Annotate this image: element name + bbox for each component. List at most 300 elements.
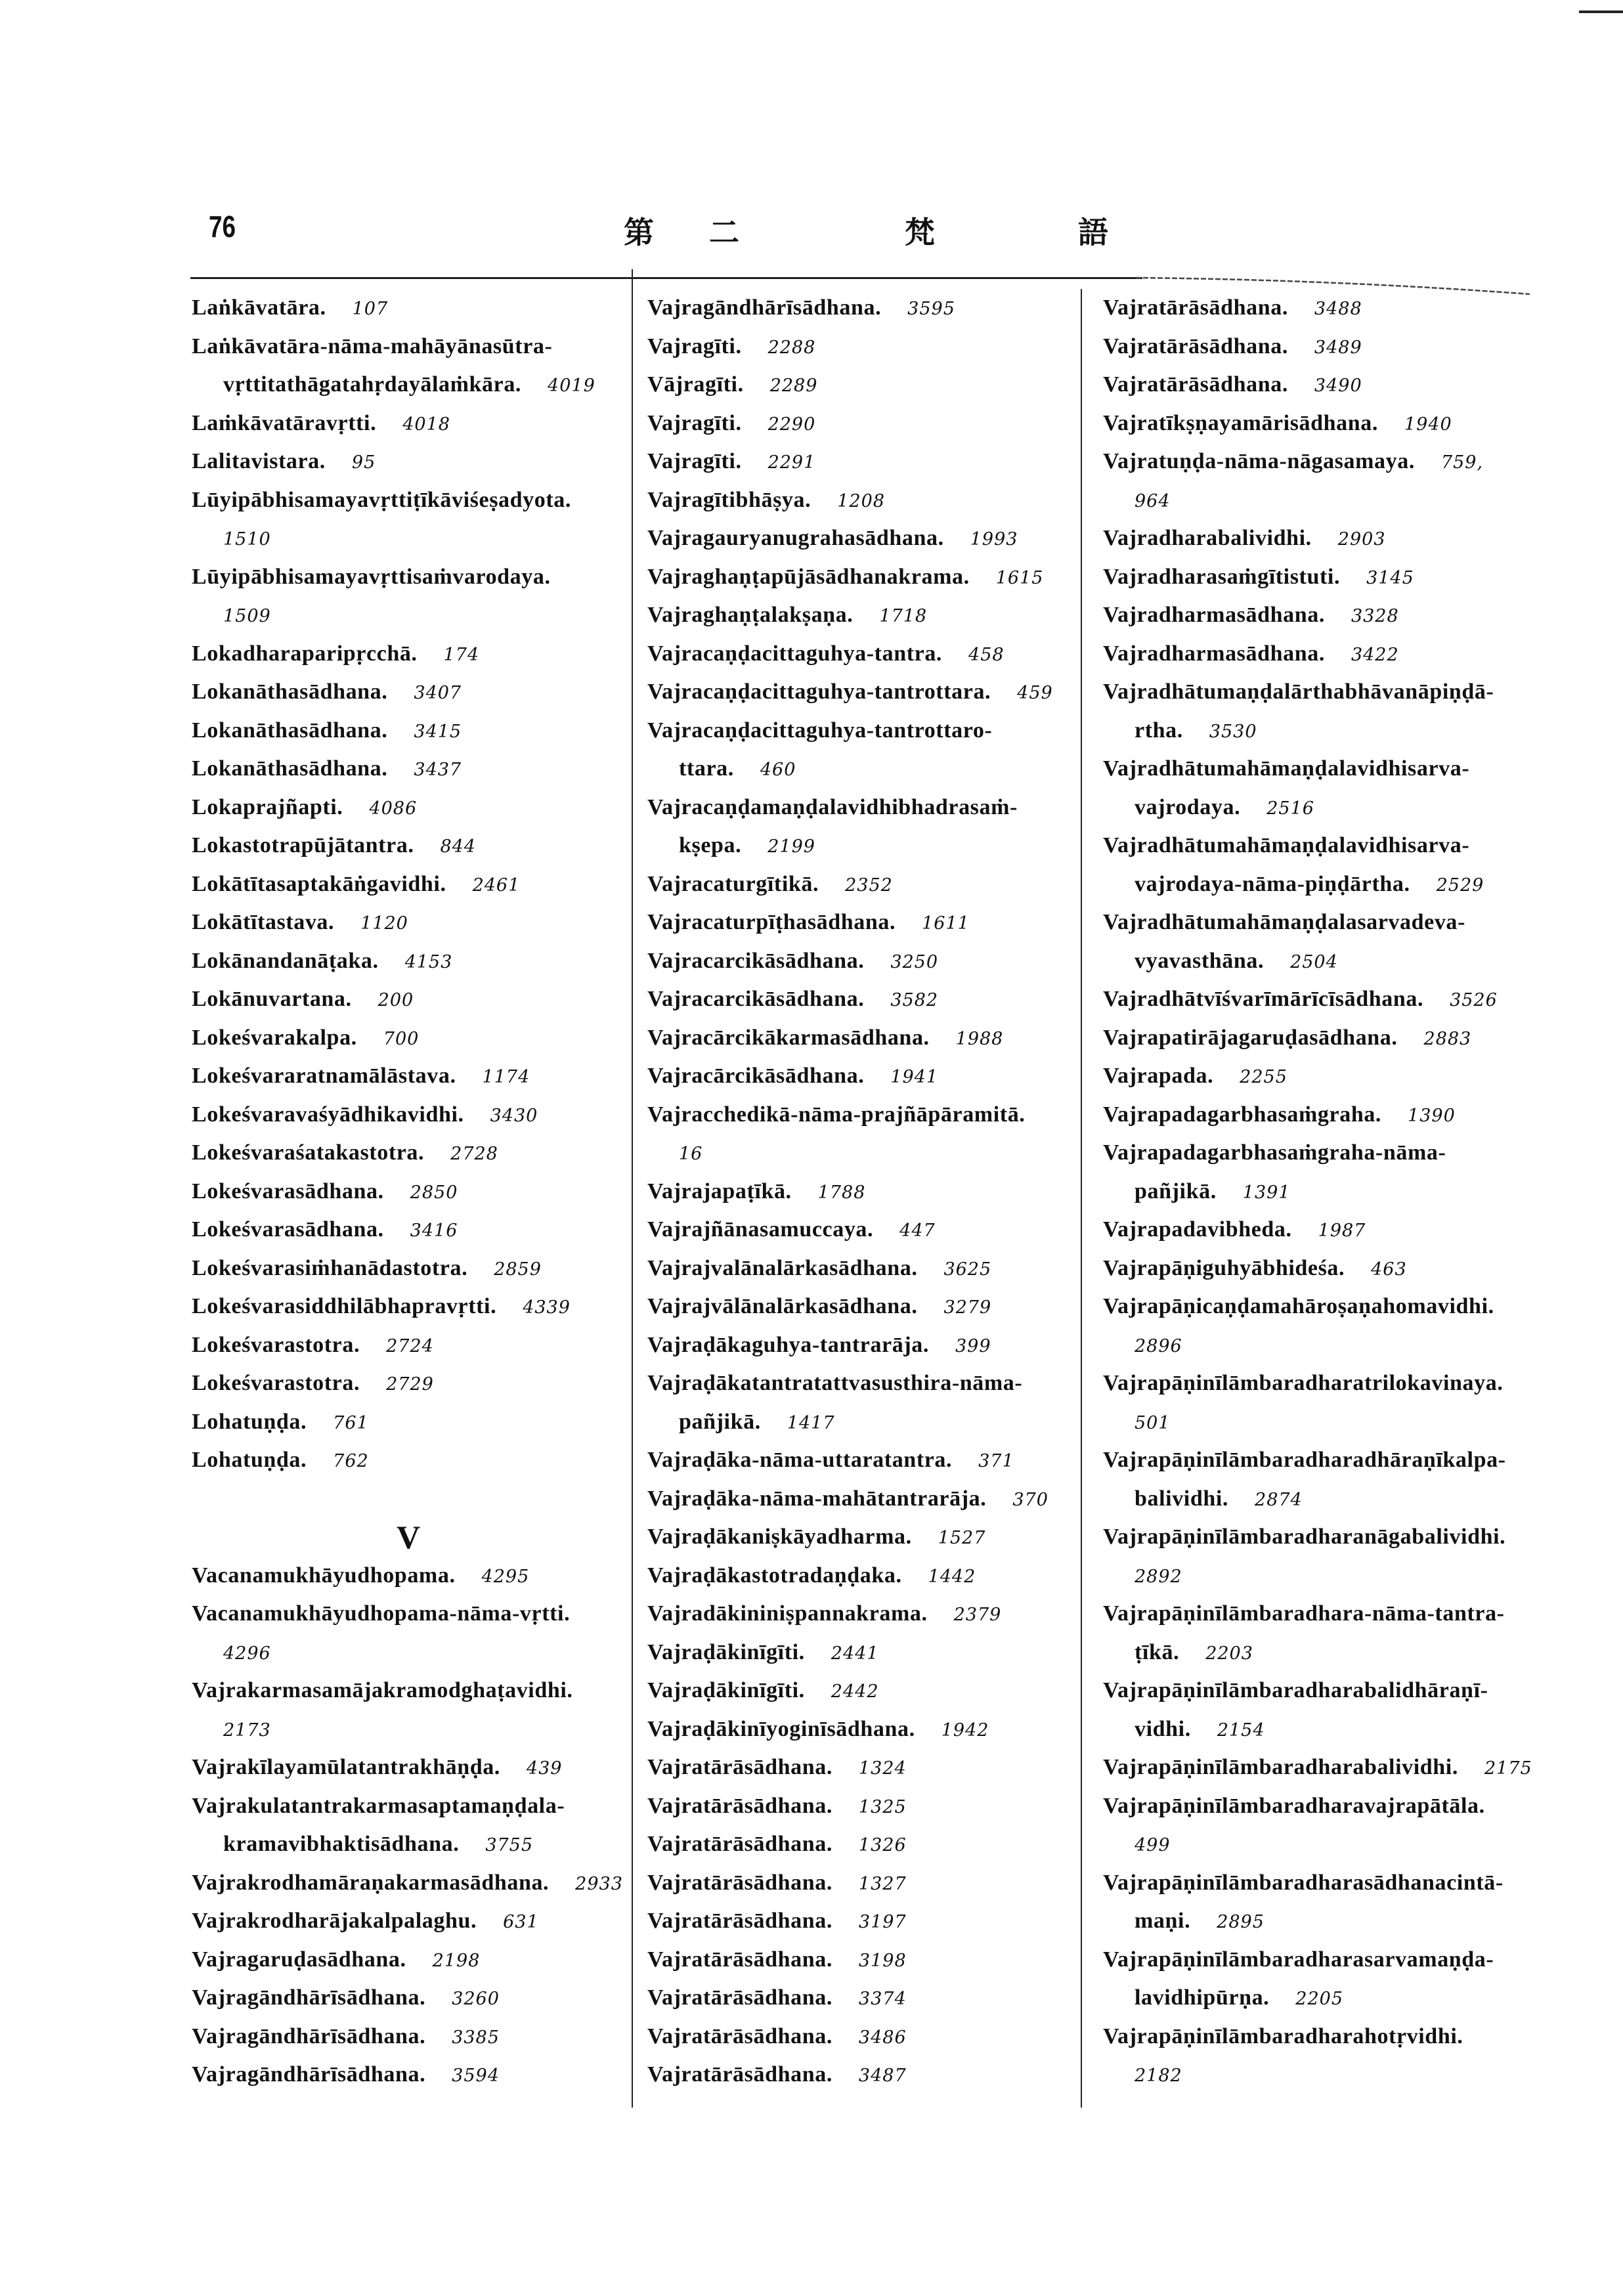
entry-line — [647, 635, 1074, 674]
entry-line — [1103, 903, 1556, 942]
catalogue-number: 1327 — [858, 1873, 907, 1894]
index-entry — [1103, 443, 1556, 519]
entry-title: Vajragīti. — [647, 334, 742, 358]
index-entry — [1103, 366, 1556, 404]
index-entry — [647, 942, 1074, 981]
catalogue-number: 2379 — [953, 1605, 1002, 1625]
entry-title: Vajratārāsādhana. — [647, 2024, 833, 2048]
entry-continuation-line — [1103, 1403, 1556, 1442]
entry-title: Vajracaturgītikā. — [647, 871, 819, 896]
catalogue-number: 2289 — [769, 376, 818, 396]
index-entry — [647, 289, 1074, 328]
catalogue-number: 2442 — [831, 1681, 879, 1702]
entry-line — [1103, 519, 1556, 558]
entry-line — [1103, 1288, 1556, 1326]
entry-title: Vajratārāsādhana. — [647, 1755, 833, 1779]
entry-line — [1103, 1441, 1556, 1480]
index-entry — [647, 1364, 1074, 1441]
index-entry — [647, 1941, 1074, 1980]
entry-line — [192, 712, 625, 750]
index-entry — [192, 942, 625, 981]
entry-title: Lokeśvarasiṁhanādastotra. — [192, 1255, 468, 1280]
index-entry — [192, 1326, 625, 1365]
entry-title: Vajradhātumahāmaṇḍalasarvadeva- — [1103, 910, 1465, 934]
catalogue-number: 4019 — [548, 376, 595, 396]
running-title-char: 二 — [709, 215, 739, 250]
entry-title: Vajrapāṇinīlāmbaradhara-nāma-tantra- — [1103, 1601, 1505, 1626]
entry-title: vṛttitathāgatahṛdayālaṁkāra. — [223, 372, 522, 397]
index-entry — [1103, 903, 1556, 980]
entry-title: vyavasthāna. — [1135, 948, 1265, 973]
index-entry — [647, 789, 1074, 865]
entry-continuation-line — [1103, 942, 1556, 981]
index-entry — [192, 1748, 625, 1787]
entry-title: Vajrapāṇinīlāmbaradharahotṛvidhi. — [1103, 2024, 1463, 2048]
entry-title: Vajragītibhāṣya. — [647, 487, 812, 512]
entry-title: Lokeśvarasiddhilābhapravṛtti. — [192, 1294, 497, 1318]
index-entry — [647, 1748, 1074, 1787]
catalogue-number: 2850 — [410, 1182, 458, 1203]
entry-title: Vajrajvālānalārkasādhana. — [647, 1294, 918, 1318]
index-entry — [1103, 1057, 1556, 1096]
catalogue-number: 3594 — [452, 2066, 500, 2086]
entry-title: Vajraḍākaguhya-tantrarāja. — [647, 1332, 929, 1357]
catalogue-number: 3260 — [452, 1989, 500, 2009]
index-entry — [647, 903, 1074, 942]
index-entry — [192, 789, 625, 827]
catalogue-number: 371 — [978, 1451, 1014, 1471]
entry-title: Vajrapāṇiguhyābhideśa. — [1103, 1255, 1345, 1280]
entry-title: Vajrakarmasamājakramodghaṭavidhi. — [192, 1678, 573, 1702]
entry-line — [1103, 1941, 1556, 1980]
entry-title: Vajratārāsādhana. — [647, 1947, 833, 1972]
entry-line — [647, 1480, 1074, 1519]
index-entry — [192, 1979, 625, 2018]
entry-title: kṣepa. — [679, 833, 742, 857]
catalogue-number: 761 — [333, 1412, 369, 1433]
entry-line — [1103, 443, 1556, 481]
entry-line — [192, 1096, 625, 1135]
entry-title: Vajrapāṇinīlāmbaradharadhāraṇīkalpa- — [1103, 1448, 1506, 1472]
catalogue-number: 2461 — [472, 875, 521, 896]
entry-continuation-line — [192, 519, 625, 558]
entry-line — [192, 404, 625, 443]
catalogue-number: 3437 — [414, 760, 462, 780]
entry-title: Vajrakrodharājakalpalaghu. — [192, 1909, 477, 1933]
entry-title: Vajracaṇḍamaṇḍalavidhibhadrasaṁ- — [647, 794, 1018, 819]
catalogue-number: 1941 — [890, 1067, 939, 1087]
catalogue-number: 2173 — [223, 1720, 271, 1741]
entry-line — [192, 1595, 625, 1634]
index-entry — [192, 1595, 625, 1672]
entry-title: Lokānandanāṭaka. — [192, 948, 379, 973]
index-entry — [647, 1249, 1074, 1288]
index-entry — [647, 1288, 1074, 1326]
entry-continuation-line — [1103, 1557, 1556, 1595]
entry-line — [647, 404, 1074, 443]
index-entry — [647, 1864, 1074, 1903]
catalogue-number: 3374 — [858, 1989, 907, 2009]
catalogue-number: 3422 — [1351, 644, 1399, 665]
catalogue-number: 1942 — [941, 1720, 989, 1741]
entry-continuation-line — [192, 1710, 625, 1749]
index-entry — [647, 1825, 1074, 1864]
entry-line — [647, 712, 1074, 750]
entry-title: Lūyipābhisamayavṛttisaṁvarodaya. — [192, 564, 551, 589]
catalogue-number: 1611 — [922, 913, 970, 934]
index-entry — [1103, 980, 1556, 1019]
entry-title: Lokeśvarastotra. — [192, 1371, 360, 1395]
catalogue-number: 370 — [1012, 1489, 1049, 1510]
entry-title: Vajragīti. — [647, 449, 742, 473]
entry-line — [192, 1249, 625, 1288]
index-entry — [1103, 1096, 1556, 1135]
index-entry — [647, 481, 1074, 520]
index-entry — [192, 1173, 625, 1211]
entry-title: Vajratārāsādhana. — [1103, 334, 1288, 358]
entry-line — [647, 519, 1074, 558]
entry-title: Vajratārāsādhana. — [647, 2062, 833, 2087]
catalogue-number: 3755 — [485, 1835, 534, 1855]
entry-title: Vajragāndhārīsādhana. — [192, 1985, 426, 2010]
catalogue-number: 3279 — [943, 1297, 992, 1318]
index-entry — [1103, 289, 1556, 328]
entry-line — [192, 1557, 625, 1595]
catalogue-number: 4086 — [369, 798, 418, 819]
index-entry — [192, 1672, 625, 1748]
index-entry — [192, 481, 625, 558]
entry-line — [192, 827, 625, 865]
catalogue-number: 1510 — [223, 529, 271, 550]
index-entry — [1103, 1787, 1556, 1864]
entry-title: Vajrapāṇinīlāmbaradharasādhanacintā- — [1103, 1870, 1504, 1895]
catalogue-number: 1442 — [928, 1566, 976, 1587]
index-entry — [647, 1019, 1074, 1058]
entry-line — [647, 980, 1074, 1019]
entry-line — [192, 1748, 625, 1787]
entry-continuation-line — [1103, 789, 1556, 827]
entry-line — [192, 865, 625, 904]
entry-title: Vajratārāsādhana. — [647, 1909, 833, 1933]
index-entry — [192, 1864, 625, 1903]
entry-title: pañjikā. — [1135, 1179, 1217, 1203]
entry-line — [192, 980, 625, 1019]
entry-title: Lokadharaparipṛcchā. — [192, 641, 418, 666]
header-rule — [190, 277, 1142, 279]
catalogue-number: 95 — [351, 452, 376, 473]
entry-title: Vajratārāsādhana. — [647, 1793, 833, 1818]
catalogue-number: 3526 — [1450, 990, 1498, 1010]
page-number: 76 — [209, 209, 236, 244]
index-entry — [647, 1480, 1074, 1519]
entry-line — [1103, 1057, 1556, 1096]
entry-title: Vajrakrodhamāraṇakarmasādhana. — [192, 1870, 550, 1895]
catalogue-number: 2724 — [386, 1335, 434, 1356]
catalogue-number: 1391 — [1242, 1182, 1291, 1203]
entry-line — [647, 328, 1074, 366]
catalogue-number: 1324 — [858, 1758, 907, 1779]
entry-line — [1103, 1134, 1556, 1173]
entry-line — [647, 1326, 1074, 1365]
entry-title: Lokeśvarasādhana. — [192, 1217, 384, 1242]
catalogue-number: 2182 — [1135, 2066, 1182, 2086]
index-entry — [647, 558, 1074, 597]
entry-line — [647, 1057, 1074, 1096]
index-entry — [1103, 635, 1556, 674]
index-entry — [647, 596, 1074, 635]
index-entry — [647, 2056, 1074, 2094]
entry-line — [647, 1557, 1074, 1595]
catalogue-number: 3625 — [943, 1259, 992, 1280]
catalogue-number: 2859 — [494, 1259, 542, 1280]
entry-line — [1103, 404, 1556, 443]
catalogue-number: 3385 — [452, 2027, 500, 2048]
entry-continuation-line — [647, 1403, 1074, 1442]
entry-title: Vajradhātumahāmaṇḍalavidhisarva- — [1103, 833, 1470, 857]
catalogue-number: 3197 — [858, 1912, 907, 1932]
entry-title: Lokānuvartana. — [192, 987, 352, 1011]
catalogue-number: 2291 — [768, 452, 816, 473]
index-entry — [192, 1403, 625, 1442]
catalogue-number: 964 — [1135, 490, 1171, 511]
index-entry — [647, 443, 1074, 481]
entry-line — [647, 1595, 1074, 1634]
catalogue-number: 16 — [679, 1144, 703, 1164]
catalogue-number: 1174 — [482, 1067, 530, 1087]
entry-title: Laṅkāvatāra-nāma-mahāyānasūtra- — [192, 334, 553, 358]
index-entry — [647, 1326, 1074, 1365]
entry-title: Lokeśvarakalpa. — [192, 1025, 357, 1050]
scan-mark — [1579, 11, 1623, 13]
catalogue-number: 2175 — [1484, 1758, 1532, 1779]
index-entry — [1103, 1211, 1556, 1249]
index-entry — [1103, 1364, 1556, 1441]
entry-line — [647, 1787, 1074, 1826]
catalogue-number: 4153 — [404, 951, 453, 972]
entry-continuation-line — [1103, 481, 1556, 520]
entry-title: Vajracaṇḍacittaguhya-tantrottara. — [647, 680, 991, 704]
catalogue-number: 2516 — [1266, 798, 1314, 819]
entry-line — [647, 1288, 1074, 1326]
entry-line — [1103, 366, 1556, 404]
index-entry — [647, 635, 1074, 674]
entry-title: Vajracārcikāsādhana. — [647, 1064, 865, 1088]
index-entry — [1103, 1441, 1556, 1518]
entry-title: Vajrajapaṭīkā. — [647, 1179, 792, 1203]
entry-title: Vajraḍākinīyoginīsādhana. — [647, 1716, 915, 1741]
entry-title: Vajracaturpīṭhasādhana. — [647, 910, 896, 934]
entry-line — [1103, 1787, 1556, 1826]
entry-title: Vajracarcikāsādhana. — [647, 987, 865, 1011]
entry-line — [647, 1748, 1074, 1787]
entry-line — [647, 1211, 1074, 1249]
entry-line — [192, 1057, 625, 1096]
entry-line — [647, 1941, 1074, 1980]
index-entry — [647, 1096, 1074, 1173]
entry-continuation-line — [647, 827, 1074, 865]
entry-line — [647, 673, 1074, 712]
catalogue-number: 2205 — [1295, 1989, 1343, 2009]
entry-title: Vajracchedikā-nāma-prajñāpāramitā. — [647, 1102, 1026, 1127]
entry-line — [647, 1019, 1074, 1058]
entry-title: Lokātītastava. — [192, 910, 335, 934]
index-entry — [192, 2056, 625, 2094]
catalogue-number: 2874 — [1255, 1489, 1303, 1510]
catalogue-number: 3407 — [414, 683, 462, 703]
entry-title: Lūyipābhisamayavṛttiṭīkāviśeṣadyota. — [192, 487, 571, 512]
entry-line — [192, 1941, 625, 1980]
catalogue-number: 3416 — [410, 1221, 458, 1241]
catalogue-number: 3486 — [858, 2027, 907, 2048]
entry-line — [1103, 1864, 1556, 1903]
entry-line — [647, 1173, 1074, 1211]
catalogue-number: 3582 — [890, 990, 939, 1010]
catalogue-number: 1940 — [1404, 414, 1452, 435]
index-entry — [647, 712, 1074, 789]
index-entry — [647, 1634, 1074, 1672]
entry-line — [192, 328, 625, 366]
catalogue-number: 2441 — [831, 1643, 879, 1664]
entry-line — [1103, 980, 1556, 1019]
catalogue-number: 2883 — [1423, 1028, 1472, 1049]
catalogue-number: 3430 — [490, 1105, 538, 1126]
entry-continuation-line — [1103, 1634, 1556, 1672]
index-entry — [1103, 1288, 1556, 1364]
entry-title: Vajragāndhārīsādhana. — [192, 2024, 426, 2048]
entry-line — [1103, 673, 1556, 712]
entry-title: Lohatuṇḍa. — [192, 1448, 307, 1472]
catalogue-number: 2933 — [575, 1873, 623, 1894]
entry-title: Vajrapāṇinīlāmbaradharabalividhi. — [1103, 1755, 1458, 1779]
catalogue-number: 4018 — [402, 414, 450, 435]
column-divider — [632, 269, 633, 2108]
catalogue-number: 1208 — [837, 490, 885, 511]
index-entry — [192, 1211, 625, 1249]
entry-title: Lokeśvaravaśyādhikavidhi. — [192, 1102, 464, 1127]
entry-title: ttara. — [679, 756, 734, 781]
entry-title: Vajrapada. — [1103, 1064, 1214, 1088]
running-title-char: 第 — [624, 215, 654, 250]
entry-title: Vajratārāsādhana. — [647, 1870, 833, 1895]
entry-line — [192, 942, 625, 981]
entry-title: Vajradharmasādhana. — [1103, 603, 1325, 627]
entry-line — [1103, 1518, 1556, 1557]
index-entry — [192, 712, 625, 750]
entry-line — [192, 1902, 625, 1941]
index-entry — [1103, 673, 1556, 750]
entry-line — [647, 1364, 1074, 1403]
entry-line — [1103, 1096, 1556, 1135]
entry-line — [192, 1326, 625, 1365]
entry-title: Vajragauryanugrahasādhana. — [647, 526, 944, 550]
entry-title: Lokanāthasādhana. — [192, 718, 388, 743]
catalogue-number: 3198 — [858, 1950, 907, 1971]
index-entry — [647, 1518, 1074, 1557]
entry-title: Vajrapāṇinīlāmbaradharavajrapātāla. — [1103, 1793, 1485, 1818]
catalogue-number: 1390 — [1408, 1105, 1456, 1126]
entry-title: Vājragīti. — [647, 372, 744, 397]
index-entry — [192, 673, 625, 712]
entry-title: Vajrapadagarbhasaṁgraha. — [1103, 1102, 1382, 1127]
entry-title: Vajraḍākinīgīti. — [647, 1639, 805, 1664]
entry-title: Vajrajvalānalārkasādhana. — [647, 1255, 918, 1280]
catalogue-number: 1615 — [995, 567, 1044, 588]
catalogue-number: 2529 — [1436, 875, 1484, 896]
catalogue-number: 1509 — [223, 606, 271, 626]
entry-title: Lokeśvararatnamālāstava. — [192, 1064, 456, 1088]
index-entry — [647, 519, 1074, 558]
index-entry — [1103, 1019, 1556, 1058]
entry-title: lavidhipūrṇa. — [1135, 1985, 1270, 2010]
entry-title: vidhi. — [1135, 1716, 1191, 1741]
index-entry — [192, 1249, 625, 1288]
entry-title: Vajragāndhārīsādhana. — [192, 2062, 426, 2087]
index-entry — [647, 404, 1074, 443]
index-entry — [1103, 1864, 1556, 1941]
catalogue-number: 1993 — [970, 529, 1018, 550]
entry-continuation-line — [1103, 1326, 1556, 1365]
catalogue-number: 2255 — [1240, 1067, 1288, 1087]
entry-title: Laṁkāvatāravṛtti. — [192, 410, 377, 435]
index-entry — [1103, 328, 1556, 366]
index-entry — [192, 1288, 625, 1326]
catalogue-number: 439 — [526, 1758, 563, 1779]
entry-continuation-line — [1103, 2056, 1556, 2094]
index-entry — [647, 1441, 1074, 1480]
index-entry — [1103, 750, 1556, 827]
entry-title: maṇi. — [1135, 1909, 1191, 1933]
entry-line — [1103, 328, 1556, 366]
entry-title: Vajracārcikākarmasādhana. — [647, 1025, 930, 1050]
entry-line — [192, 1134, 625, 1173]
entry-title: Lokanāthasādhana. — [192, 680, 388, 704]
entry-line — [647, 865, 1074, 904]
entry-title: Vajradharmasādhana. — [1103, 641, 1325, 666]
entry-continuation-line — [1103, 1979, 1556, 2018]
catalogue-number: 2729 — [386, 1374, 434, 1395]
entry-line — [192, 1364, 625, 1403]
index-entry — [647, 673, 1074, 712]
index-entry — [192, 1557, 625, 1595]
catalogue-number: 4295 — [481, 1566, 530, 1587]
catalogue-number: 3250 — [890, 951, 939, 972]
entry-title: Vajrapatirājagaruḍasādhana. — [1103, 1025, 1398, 1050]
entry-line — [647, 2018, 1074, 2056]
entry-title: Vajrakulatantrakarmasaptamaṇḍala- — [192, 1793, 565, 1818]
catalogue-number: 2504 — [1290, 951, 1338, 972]
catalogue-number: 2198 — [432, 1950, 481, 1971]
index-entry — [647, 1787, 1074, 1826]
index-entry — [192, 404, 625, 443]
entry-line — [647, 1672, 1074, 1710]
index-entry — [1103, 558, 1556, 597]
entry-line — [1103, 596, 1556, 635]
entry-title: Vajraḍāka-nāma-uttaratantra. — [647, 1448, 953, 1472]
catalogue-number: 1987 — [1318, 1221, 1366, 1241]
catalogue-number: 1718 — [879, 606, 928, 626]
index-entry — [192, 827, 625, 865]
index-entry — [1103, 1249, 1556, 1288]
catalogue-number: 1120 — [360, 913, 408, 934]
index-entry — [192, 443, 625, 481]
entry-line — [647, 903, 1074, 942]
entry-title: Vajracaṇḍacittaguhya-tantrottaro- — [647, 718, 993, 743]
index-column-2 — [647, 289, 1074, 2094]
index-entry — [192, 865, 625, 904]
entry-title: Vajrapadagarbhasaṁgraha-nāma- — [1103, 1140, 1446, 1165]
entry-line — [192, 903, 625, 942]
entry-line — [192, 635, 625, 674]
